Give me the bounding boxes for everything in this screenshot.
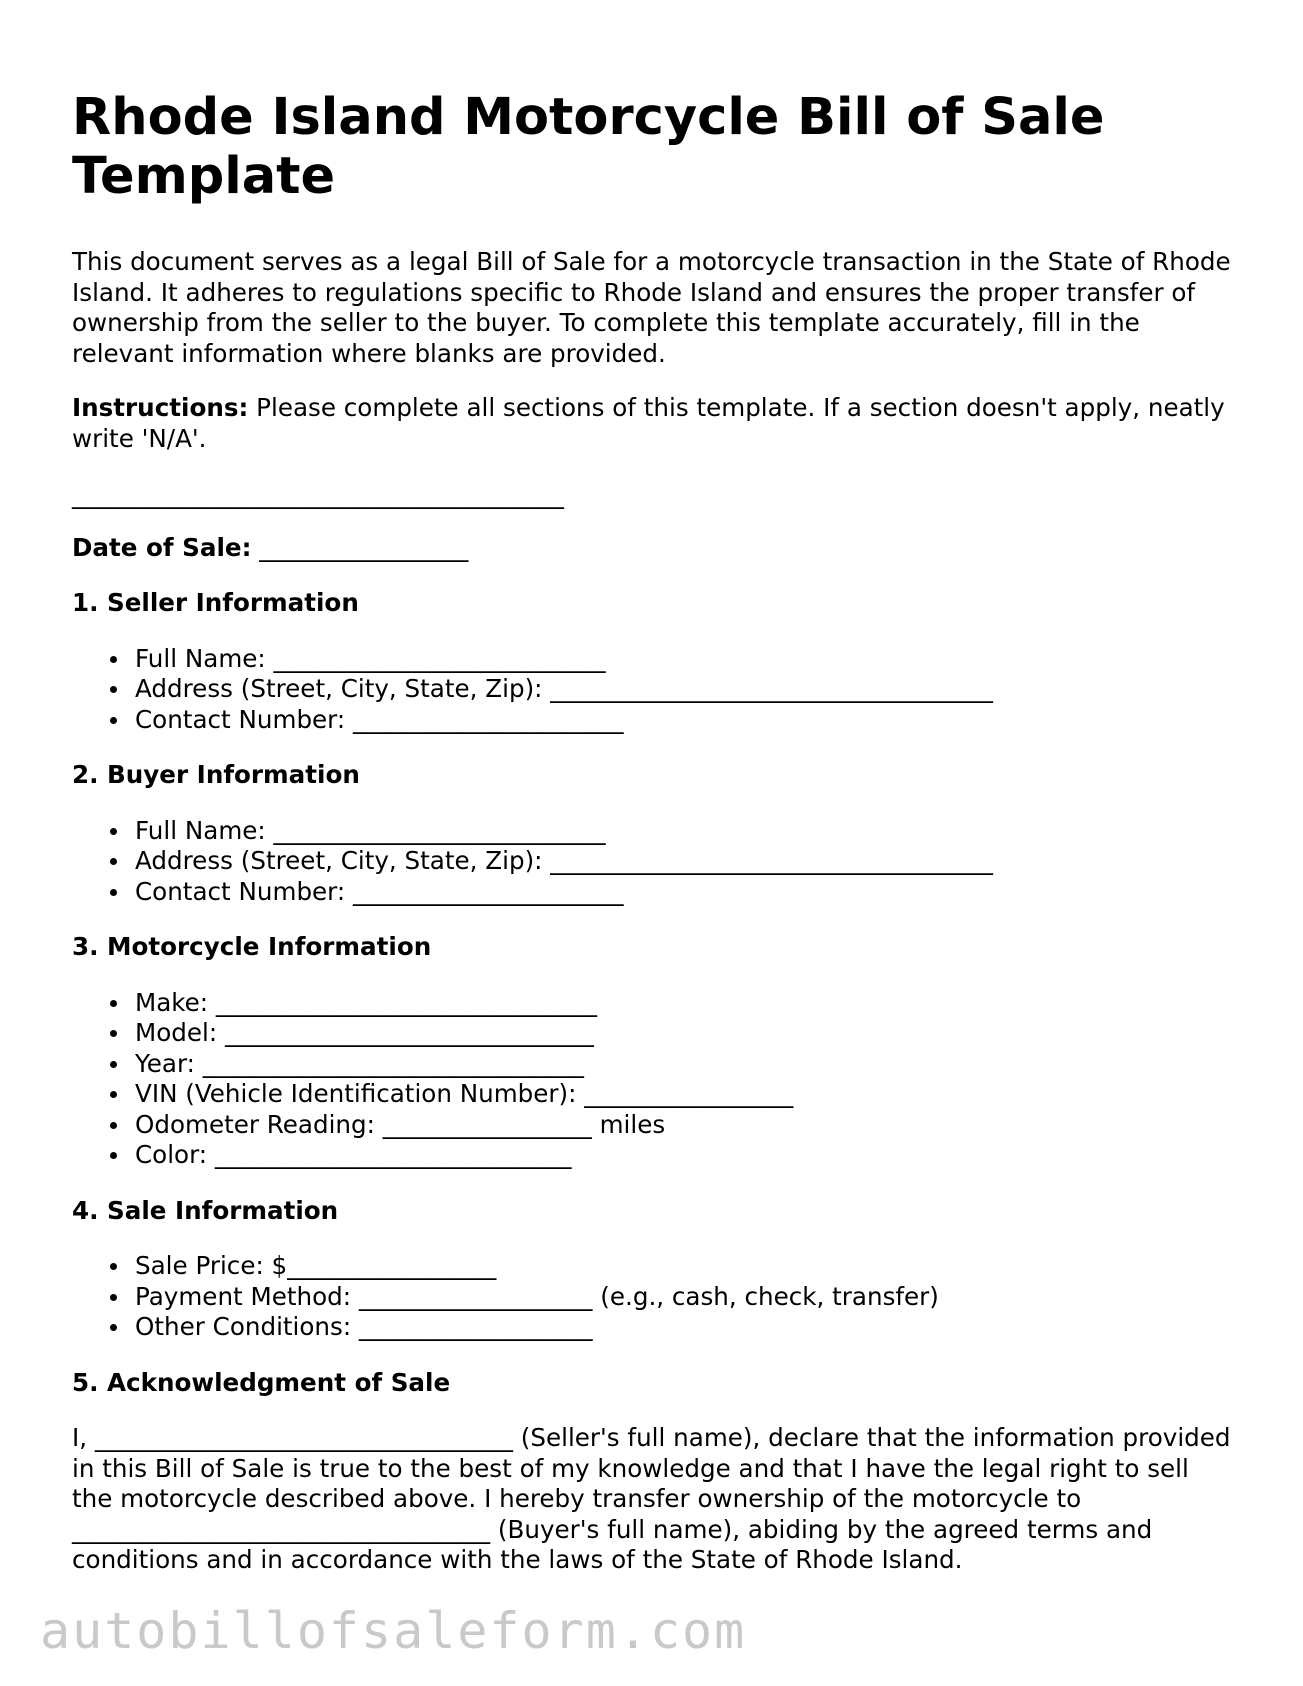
list-item[interactable]: Sale Price: $_________________ xyxy=(135,1251,1232,1282)
list-item[interactable]: Address (Street, City, State, Zip): ____________________________________ xyxy=(135,674,1232,705)
list-item[interactable]: Contact Number: ______________________ xyxy=(135,705,1232,736)
watermark: autobillofsaleform.com xyxy=(40,1602,747,1660)
document-page xyxy=(72,88,1232,1576)
list-item[interactable]: Contact Number: ______________________ xyxy=(135,877,1232,908)
list-item[interactable]: Color: _____________________________ xyxy=(135,1140,1232,1171)
acknowledgment-paragraph[interactable]: I, __________________________________ (Seller's full name), declare that the information provided in this Bill of Sale is true to the best of my knowledge and that I have the legal right to sell the motorcycle described above. I hereby transfer ownership of the motorcycle to __________________________________ (Buyer's full name), abiding by the agreed terms and conditions and in accordance with the laws of the State of Rhode Island. xyxy=(72,1423,1231,1574)
sale-list xyxy=(72,1251,1232,1343)
list-item[interactable]: Model: ______________________________ xyxy=(135,1018,1232,1049)
instructions-text: Please complete all sections of this template. If a section doesn't apply, neatly write 'N/A'. xyxy=(72,393,1225,453)
instructions-label: Instructions: xyxy=(72,393,249,422)
date-of-sale xyxy=(72,533,1232,564)
list-item[interactable]: VIN (Vehicle Identification Number): _________________ xyxy=(135,1079,1232,1110)
list-item[interactable]: Address (Street, City, State, Zip): ____________________________________ xyxy=(135,846,1232,877)
seller-list xyxy=(72,644,1232,736)
motorcycle-list xyxy=(72,988,1232,1171)
instructions-paragraph xyxy=(72,393,1232,454)
buyer-list xyxy=(72,816,1232,908)
list-item[interactable]: Make: _______________________________ xyxy=(135,988,1232,1019)
date-of-sale-blank[interactable]: _________________ xyxy=(251,532,469,562)
buyer-heading: 2. Buyer Information xyxy=(72,760,360,789)
list-item[interactable]: Full Name: ___________________________ xyxy=(135,644,1232,675)
list-item[interactable]: Full Name: ___________________________ xyxy=(135,816,1232,847)
motorcycle-heading: 3. Motorcycle Information xyxy=(72,932,432,961)
date-of-sale-label: Date of Sale: xyxy=(72,532,252,562)
seller-heading: 1. Seller Information xyxy=(72,588,359,617)
divider-line: ________________________________________ xyxy=(72,480,564,509)
intro-paragraph: This document serves as a legal Bill of Sale for a motorcycle transaction in the State of Rhode Island. It adheres to regulations specific to Rhode Island and ensures the proper transfer of ownership from the seller to the buyer. To complete this template accurately, fill in the relevant information where blanks are provided. xyxy=(72,247,1231,368)
list-item[interactable]: Other Conditions: ___________________ xyxy=(135,1312,1232,1343)
sale-heading: 4. Sale Information xyxy=(72,1195,339,1225)
list-item[interactable]: Year: _______________________________ xyxy=(135,1049,1232,1080)
page-title: Rhode Island Motorcycle Bill of Sale Template xyxy=(72,88,1105,206)
list-item[interactable]: Payment Method: ___________________ (e.g., cash, check, transfer) xyxy=(135,1282,1232,1313)
list-item[interactable]: Odometer Reading: _________________ miles xyxy=(135,1110,1232,1141)
acknowledgment-heading: 5. Acknowledgment of Sale xyxy=(72,1367,451,1397)
